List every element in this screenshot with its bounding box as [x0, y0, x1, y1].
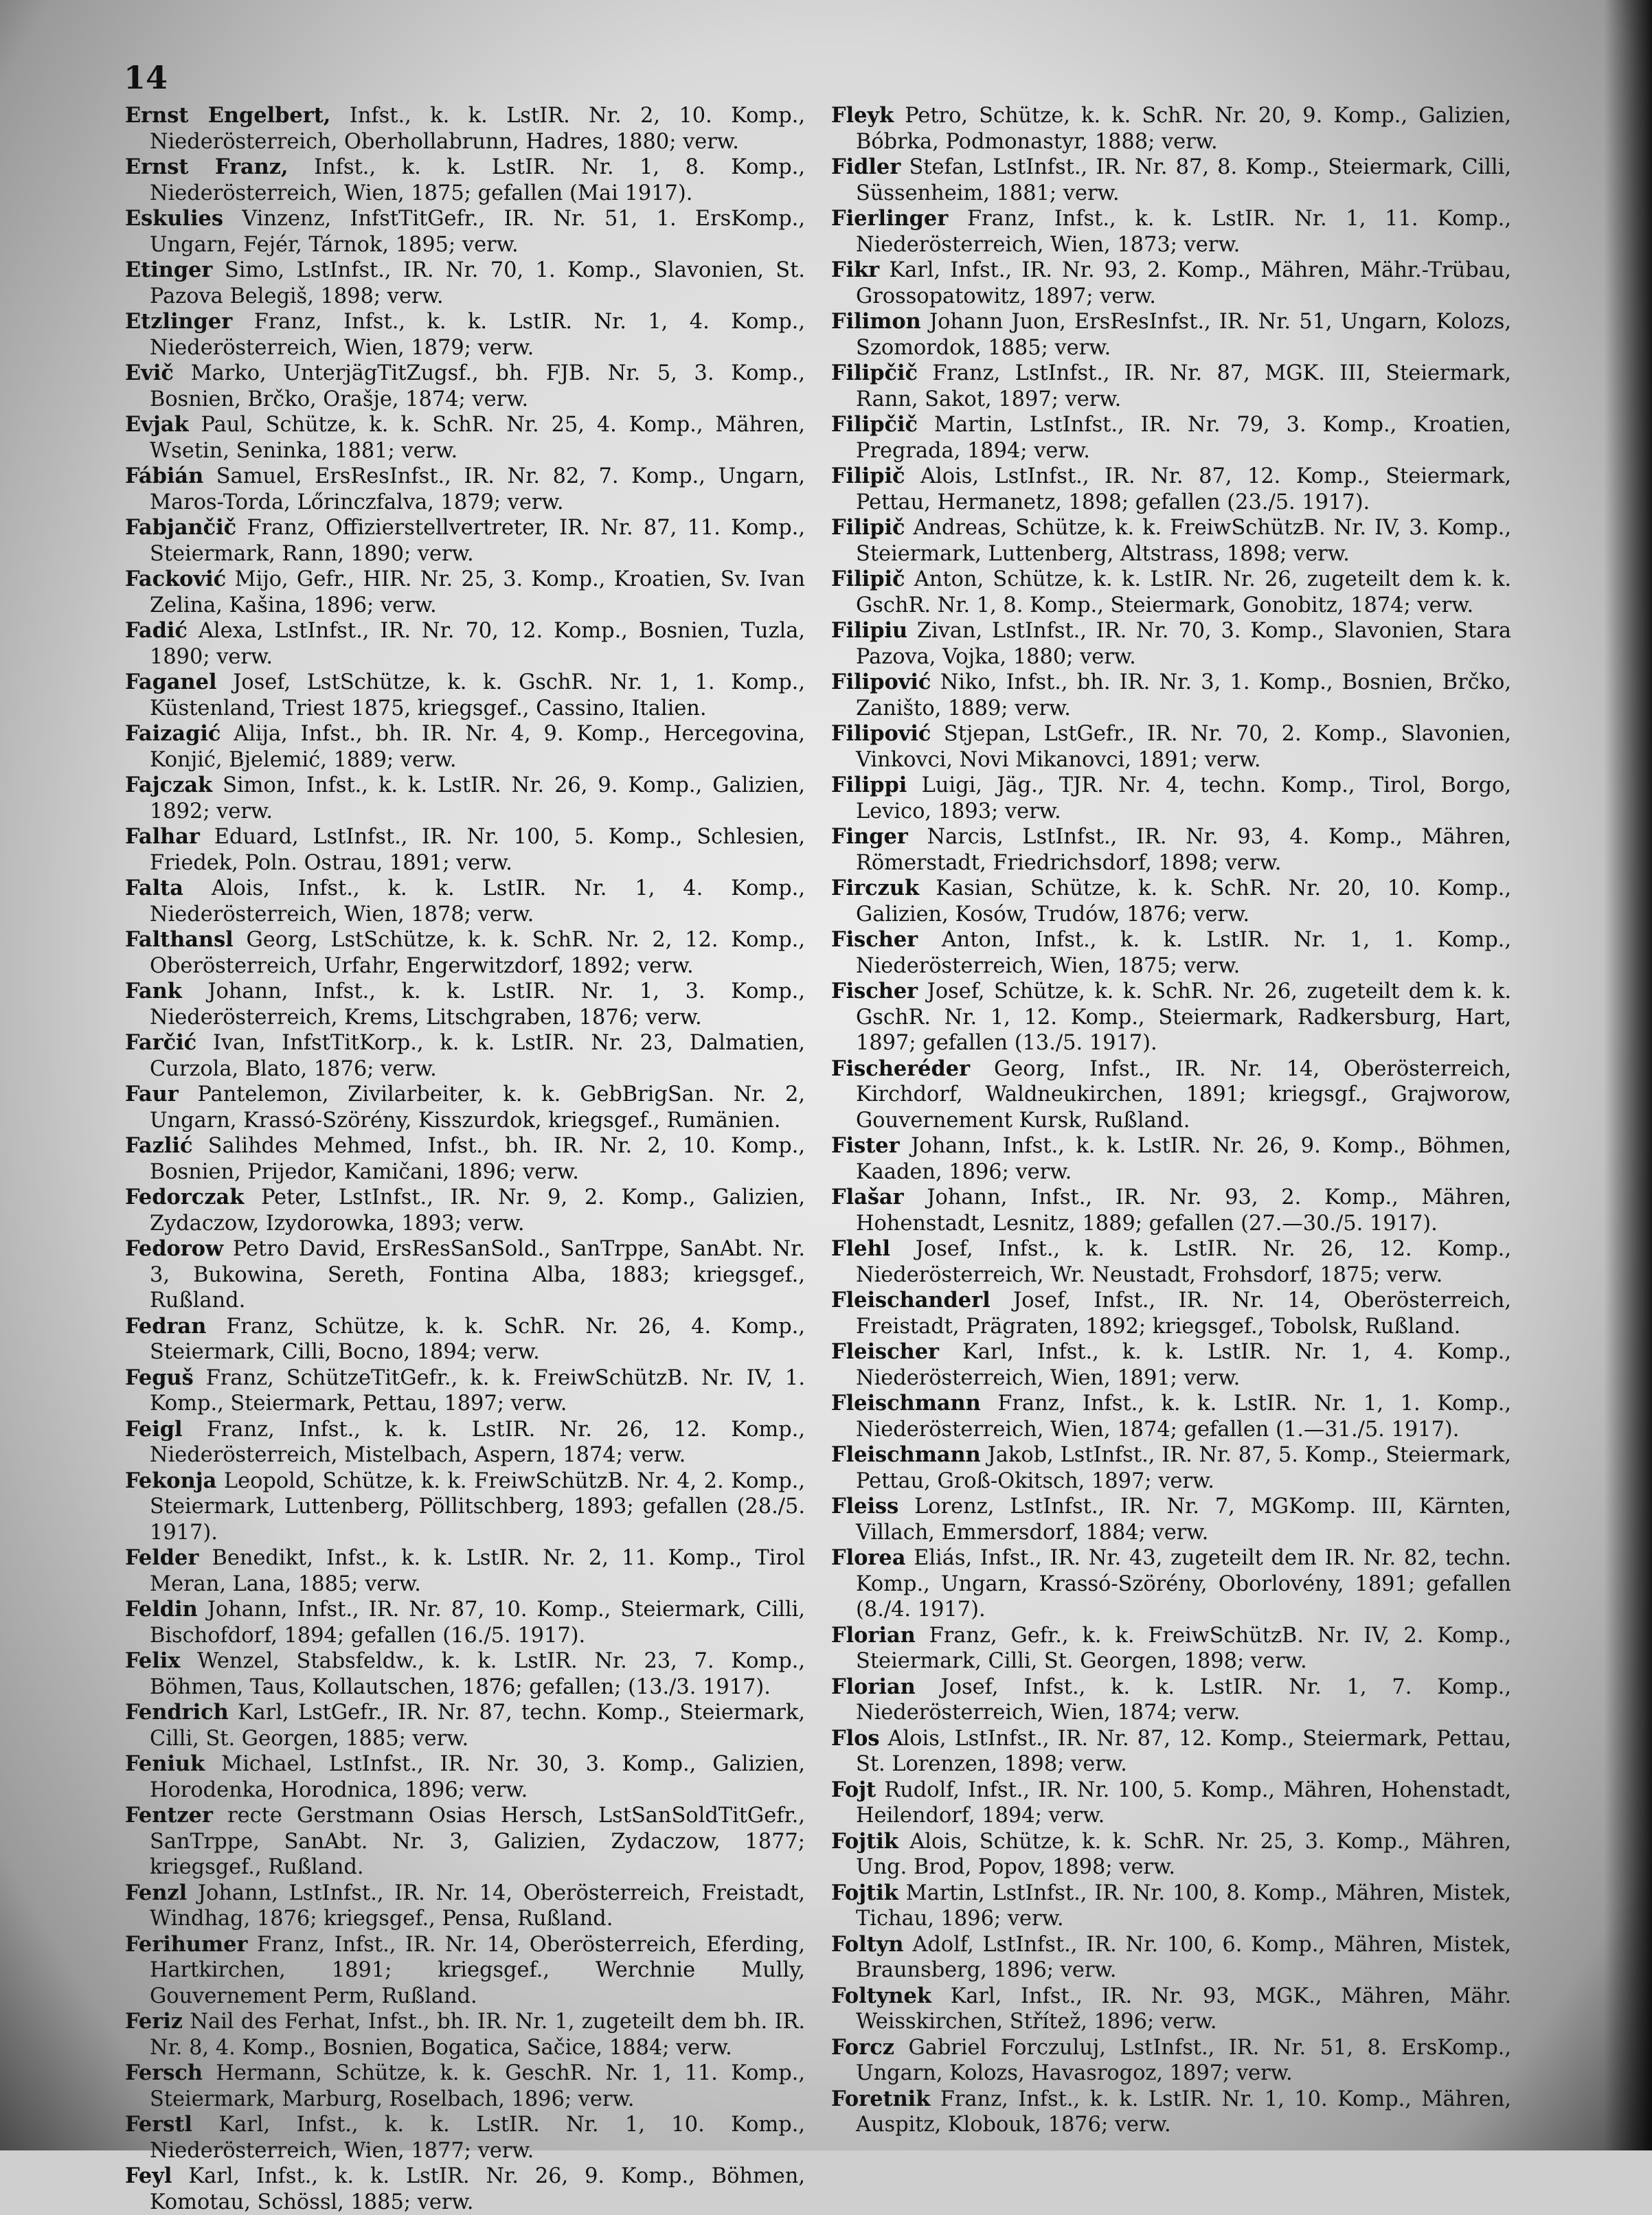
entry-details: Peter, LstInfst., IR. Nr. 9, 2. Komp., Galizien, Zydaczow, Izydorowka, 1893; verw. [150, 1185, 805, 1236]
register-entry [125, 773, 805, 824]
entry-surname: Filipič [831, 464, 905, 488]
register-entry [831, 515, 1511, 567]
entry-surname: Florea [831, 1545, 906, 1570]
entry-details: Michael, LstInfst., IR. Nr. 30, 3. Komp., Galizien, Horodenka, Horodnica, 1896; verw. [150, 1752, 805, 1802]
entry-details: Nail des Ferhat, Infst., bh. IR. Nr. 1, zugeteilt dem bh. IR. Nr. 8, 4. Komp., Bosnien, Bogatica, Sačice, 1884; verw. [150, 2010, 805, 2060]
entry-surname: Feriz [125, 2009, 183, 2034]
register-entry [831, 464, 1511, 515]
register-entry [831, 1777, 1511, 1829]
register-entry [125, 412, 805, 464]
entry-surname: Foltynek [831, 1983, 931, 2008]
entry-surname: Fojtik [831, 1828, 898, 1854]
entry-details: Franz, Infst., k. k. LstIR. Nr. 26, 12. Komp., Niederösterreich, Mistelbach, Aspern, 1874; verw. [150, 1417, 805, 1467]
entry-details: Zivan, LstInfst., IR. Nr. 70, 3. Komp., Slavonien, Stara Pazova, Vojka, 1880; verw. [856, 619, 1511, 669]
entry-details: Samuel, ErsResInfst., IR. Nr. 82, 7. Komp., Ungarn, Maros-Torda, Lőrinczfalva, 1879; verw. [150, 464, 805, 514]
entry-surname: Ferihumer [125, 1931, 248, 1957]
entry-surname: Filipčič [831, 412, 918, 437]
register-entry [125, 1597, 805, 1648]
entry-surname: Filipiu [831, 618, 908, 643]
entry-surname: Fleiss [831, 1494, 899, 1519]
entry-details: Josef, Infst., k. k. LstIR. Nr. 1, 7. Komp., Niederösterreich, Wien, 1874; verw. [856, 1674, 1511, 1725]
entry-surname: Florian [831, 1622, 916, 1648]
entry-surname: Fleischer [831, 1339, 940, 1364]
entry-surname: Finger [831, 824, 908, 849]
register-entry [125, 361, 805, 412]
right-column [831, 103, 1511, 2138]
entry-details: Eduard, LstInfst., IR. Nr. 100, 5. Komp., Schlesien, Friedek, Poln. Ostrau, 1891; verw. [150, 825, 805, 875]
entry-details: Ivan, InfstTitKorp., k. k. LstIR. Nr. 23, Dalmatien, Curzola, Blato, 1876; verw. [150, 1031, 805, 1081]
register-entry [831, 412, 1511, 464]
entry-details: Anton, Infst., k. k. LstIR. Nr. 1, 1. Komp., Niederösterreich, Wien, 1875; verw. [856, 928, 1511, 978]
entry-details: Georg, Infst., IR. Nr. 14, Oberösterreich, Kirchdorf, Waldneukirchen, 1891; kriegsgf., Grajworow, Gouvernement Kursk, Rußland. [856, 1056, 1511, 1133]
register-entry [125, 824, 805, 876]
entry-surname: Fikr [831, 258, 880, 282]
register-entry [831, 1185, 1511, 1236]
register-entry [831, 876, 1511, 927]
register-entry [125, 2060, 805, 2112]
entry-surname: Faizagić [125, 721, 221, 746]
entry-surname: Fekonja [125, 1468, 217, 1493]
register-entry [831, 1932, 1511, 1984]
register-entry [831, 1056, 1511, 1134]
entry-details: Franz, SchützeTitGefr., k. k. FreiwSchützB. Nr. IV, 1. Komp., Steiermark, Pettau, 1897; verw. [150, 1365, 805, 1416]
entry-details: Karl, Infst., k. k. LstIR. Nr. 1, 10. Komp., Niederösterreich, Wien, 1877; verw. [150, 2113, 805, 2163]
entry-details: Alija, Infst., bh. IR. Nr. 4, 9. Komp., Hercegovina, Konjić, Bjelemić, 1889; verw. [150, 722, 805, 772]
entry-details: Martin, LstInfst., IR. Nr. 79, 3. Komp., Kroatien, Pregrada, 1894; verw. [856, 413, 1511, 463]
entry-surname: Falta [125, 876, 183, 900]
entry-details: Andreas, Schütze, k. k. FreiwSchützB. Nr. IV, 3. Komp., Steiermark, Luttenberg, Altstrass, 1898; verw. [856, 516, 1511, 566]
entry-surname: Fischer [831, 927, 918, 952]
entry-surname: Filipović [831, 721, 931, 746]
register-entry [831, 721, 1511, 773]
register-entry [125, 2112, 805, 2163]
entry-surname: Foretnik [831, 2086, 931, 2111]
entry-surname: Faganel [125, 670, 217, 694]
register-entry [831, 1391, 1511, 1442]
entry-surname: Feniuk [125, 1751, 205, 1776]
entry-surname: Felder [125, 1545, 199, 1570]
register-entry [125, 1545, 805, 1597]
register-entry [125, 1133, 805, 1185]
register-entry [125, 103, 805, 155]
entry-details: Petro David, ErsResSanSold., SanTrppe, SanAbt. Nr. 3, Bukowina, Sereth, Fontina Alba, 1883; kriegsgef., Rußland. [150, 1237, 805, 1313]
entry-surname: Fierlinger [831, 206, 949, 231]
register-entry [831, 2087, 1511, 2138]
entry-details: Anton, Schütze, k. k. LstIR. Nr. 26, zugeteilt dem k. k. GschR. Nr. 1, 8. Komp., Steiermark, Gonobitz, 1874; verw. [856, 567, 1511, 617]
entry-details: Martin, LstInfst., IR. Nr. 100, 8. Komp., Mähren, Mistek, Tichau, 1896; verw. [856, 1881, 1511, 1931]
entry-details: Johann, Infst., IR. Nr. 87, 10. Komp., Steiermark, Cilli, Bischofdorf, 1894; gefallen (16./5. 1917). [150, 1598, 805, 1648]
entry-details: Eliás, Infst., IR. Nr. 43, zugeteilt dem IR. Nr. 82, techn. Komp., Ungarn, Krassó-Szörény, Oborlovény, 1891; gefallen (8./4. 1917). [856, 1546, 1511, 1622]
entry-surname: Fleischanderl [831, 1288, 991, 1313]
entry-details: Narcis, LstInfst., IR. Nr. 93, 4. Komp., Mähren, Römerstadt, Friedrichsdorf, 1898; verw. [856, 825, 1511, 875]
entry-surname: Florian [831, 1674, 916, 1699]
register-entry [125, 979, 805, 1030]
entry-surname: Feyl [125, 2163, 172, 2188]
register-entry [125, 309, 805, 361]
entry-surname: Filipčič [831, 361, 918, 385]
entry-surname: Filippi [831, 773, 907, 797]
entry-surname: Fedran [125, 1313, 207, 1339]
entry-surname: Fajczak [125, 773, 213, 797]
register-entry [831, 361, 1511, 412]
entry-surname: Etinger [125, 258, 213, 282]
entry-details: Kasian, Schütze, k. k. SchR. Nr. 20, 10. Komp., Galizien, Kosów, Trudów, 1876; verw. [856, 876, 1511, 927]
entry-details: Georg, LstSchütze, k. k. SchR. Nr. 2, 12. Komp., Oberösterreich, Urfahr, Engerwitzdorf, 1892; verw. [150, 928, 805, 978]
page-edge-shadow [1604, 0, 1652, 2150]
register-entry [831, 1339, 1511, 1391]
entry-details: Josef, Schütze, k. k. SchR. Nr. 26, zugeteilt dem k. k. GschR. Nr. 1, 12. Komp., Steiermark, Radkersburg, Hart, 1897; gefallen (13./5. 1917). [856, 979, 1511, 1055]
entry-details: Franz, Offizierstellvertreter, IR. Nr. 87, 11. Komp., Steiermark, Rann, 1890; verw. [150, 516, 805, 566]
entry-surname: Fojt [831, 1777, 876, 1802]
register-entry [831, 155, 1511, 206]
entry-details: Rudolf, Infst., IR. Nr. 100, 5. Komp., Mähren, Hohenstadt, Heilendorf, 1894; verw. [856, 1777, 1511, 1828]
register-entry [125, 1365, 805, 1417]
register-entry [125, 1468, 805, 1546]
entry-details: Josef, Infst., IR. Nr. 14, Oberösterreich, Freistadt, Prägraten, 1892; kriegsgef., Tobolsk, Rußland. [856, 1288, 1511, 1339]
entry-surname: Firczuk [831, 876, 920, 900]
register-entry [831, 1133, 1511, 1185]
entry-details: Johann Juon, ErsResInfst., IR. Nr. 51, Ungarn, Kolozs, Szomordok, 1885; verw. [856, 310, 1511, 360]
entry-details: Franz, Infst., k. k. LstIR. Nr. 1, 1. Komp., Niederösterreich, Wien, 1874; gefallen (1.—31./5. 1917). [856, 1392, 1511, 1442]
entry-details: Mijo, Gefr., HIR. Nr. 25, 3. Komp., Kroatien, Sv. Ivan Zelina, Kašina, 1896; verw. [150, 567, 805, 617]
entry-details: Franz, Infst., k. k. LstIR. Nr. 1, 10. Komp., Mähren, Auspitz, Klobouk, 1876; verw. [856, 2087, 1511, 2137]
entry-details: Jakob, LstInfst., IR. Nr. 87, 5. Komp., Steiermark, Pettau, Groß-Okitsch, 1897; verw. [856, 1443, 1511, 1493]
entry-surname: Fank [125, 979, 182, 1003]
entry-details: Paul, Schütze, k. k. SchR. Nr. 25, 4. Komp., Mähren, Wsetin, Seninka, 1881; verw. [150, 413, 805, 463]
entry-details: Karl, Infst., k. k. LstIR. Nr. 26, 9. Komp., Böhmen, Komotau, Schössl, 1885; verw. [150, 2164, 805, 2214]
entry-surname: Ernst Engelbert, [125, 103, 331, 128]
entry-surname: Fedorow [125, 1236, 224, 1261]
entry-details: Salihdes Mehmed, Infst., bh. IR. Nr. 2, 10. Komp., Bosnien, Prijedor, Kamičani, 1896; verw. [150, 1134, 805, 1184]
register-entry [125, 1932, 805, 2010]
register-entry [125, 1082, 805, 1133]
entry-surname: Fischeréder [831, 1056, 971, 1081]
register-entry [125, 670, 805, 721]
register-entry [831, 567, 1511, 618]
entry-details: Lorenz, LstInfst., IR. Nr. 7, MGKomp. III, Kärnten, Villach, Emmersdorf, 1884; verw. [856, 1495, 1511, 1545]
register-entry [125, 1236, 805, 1314]
entry-surname: Flašar [831, 1185, 904, 1209]
entry-details: Johann, Infst., k. k. LstIR. Nr. 26, 9. Komp., Böhmen, Kaaden, 1896; verw. [856, 1134, 1511, 1184]
entry-surname: Fabjančič [125, 515, 237, 540]
entry-surname: Fischer [831, 979, 918, 1003]
register-entry [831, 670, 1511, 721]
entry-surname: Feguš [125, 1365, 194, 1390]
register-entry [125, 567, 805, 618]
entry-details: Hermann, Schütze, k. k. GeschR. Nr. 1, 11. Komp., Steiermark, Marburg, Roselbach, 1896; verw. [150, 2061, 805, 2111]
entry-surname: Evič [125, 361, 174, 385]
register-entry [831, 1442, 1511, 1494]
register-entry [831, 1984, 1511, 2035]
register-entry [125, 155, 805, 206]
entry-details: Franz, Infst., k. k. LstIR. Nr. 1, 4. Komp., Niederösterreich, Wien, 1879; verw. [150, 310, 805, 360]
register-entry [125, 1751, 805, 1803]
register-entry [831, 1494, 1511, 1545]
entry-details: Niko, Infst., bh. IR. Nr. 3, 1. Komp., Bosnien, Brčko, Zaništo, 1889; verw. [856, 670, 1511, 720]
entry-details: Josef, LstSchütze, k. k. GschR. Nr. 1, 1. Komp., Küstenland, Triest 1875, kriegsgef., Cassino, Italien. [150, 670, 805, 720]
register-entry [831, 309, 1511, 361]
register-entry [831, 206, 1511, 258]
entry-details: Simon, Infst., k. k. LstIR. Nr. 26, 9. Komp., Galizien, 1892; verw. [150, 773, 805, 823]
entry-details: Vinzenz, InfstTitGefr., IR. Nr. 51, 1. ErsKomp., Ungarn, Fejér, Tárnok, 1895; verw. [150, 207, 805, 257]
entry-surname: Filipović [831, 670, 931, 694]
entry-details: Karl, Infst., k. k. LstIR. Nr. 1, 4. Komp., Niederösterreich, Wien, 1891; verw. [856, 1340, 1511, 1390]
entry-surname: Fedorczak [125, 1185, 245, 1209]
entry-details: Infst., k. k. LstIR. Nr. 2, 10. Komp., Niederösterreich, Oberhollabrunn, Hadres, 1880; verw. [150, 104, 805, 154]
entry-surname: Flos [831, 1725, 880, 1751]
entry-surname: Fadić [125, 618, 188, 643]
entry-details: Alois, Schütze, k. k. SchR. Nr. 25, 3. Komp., Mähren, Ung. Brod, Popov, 1898; verw. [856, 1829, 1511, 1879]
entry-details: Johann, Infst., IR. Nr. 93, 2. Komp., Mähren, Hohenstadt, Lesnitz, 1889; gefallen (27.—30./5. 1917). [856, 1185, 1511, 1236]
entry-surname: Farčić [125, 1030, 197, 1055]
entry-details: Karl, Infst., IR. Nr. 93, MGK., Mähren, Mähr. Weisskirchen, Střítež, 1896; verw. [856, 1984, 1511, 2034]
register-entry [125, 721, 805, 773]
entry-surname: Fenzl [125, 1880, 188, 1905]
register-entry [125, 1417, 805, 1468]
entry-details: Alois, LstInfst., IR. Nr. 87, 12. Komp., Steiermark, Pettau, Hermanetz, 1898; gefallen (23./5. 1917). [856, 464, 1511, 514]
entry-details: Johann, LstInfst., IR. Nr. 14, Oberösterreich, Freistadt, Windhag, 1876; kriegsgef., Pensa, Rußland. [150, 1881, 805, 1931]
entry-surname: Facković [125, 567, 227, 591]
register-entry [125, 258, 805, 309]
entry-surname: Feldin [125, 1597, 198, 1622]
entry-surname: Forcz [831, 2034, 894, 2060]
entry-details: Stefan, LstInfst., IR. Nr. 87, 8. Komp., Steiermark, Cilli, Süssenheim, 1881; verw. [856, 155, 1511, 205]
entry-details: Infst., k. k. LstIR. Nr. 1, 8. Komp., Niederösterreich, Wien, 1875; gefallen (Mai 1917). [150, 155, 805, 205]
register-entry [831, 1288, 1511, 1339]
register-entry [831, 1726, 1511, 1777]
entry-surname: Falhar [125, 824, 200, 849]
register-entry [125, 1700, 805, 1751]
entry-surname: Fleischmann [831, 1391, 981, 1416]
register-entry [125, 2163, 805, 2215]
register-entry [831, 1236, 1511, 1288]
register-entry [831, 2035, 1511, 2087]
register-entry [125, 2009, 805, 2060]
entry-surname: Ernst Franz, [125, 155, 288, 179]
register-entry [125, 876, 805, 927]
entry-details: Franz, LstInfst., IR. Nr. 87, MGK. III, Steiermark, Rann, Sakot, 1897; verw. [856, 361, 1511, 411]
entry-details: Luigi, Jäg., TJR. Nr. 4, techn. Komp., Tirol, Borgo, Levico, 1893; verw. [856, 773, 1511, 823]
entry-surname: Fersch [125, 2060, 203, 2085]
register-entry [125, 1314, 805, 1365]
entry-surname: Filimon [831, 309, 921, 334]
entry-details: Alexa, LstInfst., IR. Nr. 70, 12. Komp., Bosnien, Tuzla, 1890; verw. [150, 619, 805, 669]
entry-surname: Evjak [125, 412, 189, 437]
entry-surname: Foltyn [831, 1931, 904, 1957]
entry-surname: Falthansl [125, 927, 234, 952]
entry-details: Franz, Schütze, k. k. SchR. Nr. 26, 4. Komp., Steiermark, Cilli, Bocno, 1894; verw. [150, 1314, 805, 1364]
entry-details: Franz, Infst., k. k. LstIR. Nr. 1, 11. Komp., Niederösterreich, Wien, 1873; verw. [856, 207, 1511, 257]
register-entry [125, 1803, 805, 1881]
register-entry [831, 1545, 1511, 1623]
entry-surname: Fleyk [831, 103, 894, 128]
entry-surname: Fidler [831, 155, 901, 179]
register-entry [125, 927, 805, 979]
entry-details: Alois, LstInfst., IR. Nr. 87, 12. Komp., Steiermark, Pettau, St. Lorenzen, 1898; verw. [856, 1726, 1511, 1776]
register-entry [831, 979, 1511, 1056]
entry-surname: Felix [125, 1648, 181, 1673]
entry-details: Johann, Infst., k. k. LstIR. Nr. 1, 3. Komp., Niederösterreich, Krems, Litschgraben, 1876; verw. [150, 979, 805, 1030]
register-entry [125, 515, 805, 567]
entry-surname: Fister [831, 1133, 900, 1158]
entry-surname: Fendrich [125, 1700, 229, 1725]
register-entry [125, 1030, 805, 1082]
register-entry [831, 927, 1511, 979]
register-entry [831, 618, 1511, 670]
entry-surname: Faur [125, 1082, 179, 1106]
entry-details: Simo, LstInfst., IR. Nr. 70, 1. Komp., Slavonien, St. Pazova Belegiš, 1898; verw. [150, 258, 805, 308]
register-entry [831, 1881, 1511, 1932]
entry-details: Karl, LstGefr., IR. Nr. 87, techn. Komp., Steiermark, Cilli, St. Georgen, 1885; verw. [150, 1701, 805, 1751]
entry-surname: Eskulies [125, 206, 223, 231]
entry-details: Karl, Infst., IR. Nr. 93, 2. Komp., Mähren, Mähr.-Trübau, Grossopatowitz, 1897; verw. [856, 258, 1511, 308]
entry-details: Leopold, Schütze, k. k. FreiwSchützB. Nr. 4, 2. Komp., Steiermark, Luttenberg, Pöllitschberg, 1893; gefallen (28./5. 1917). [150, 1468, 805, 1545]
register-entry [831, 1674, 1511, 1726]
entry-surname: Fleischmann [831, 1442, 981, 1467]
entry-surname: Filipič [831, 515, 905, 540]
page-number: 14 [124, 59, 168, 96]
register-entry [125, 1185, 805, 1236]
entry-surname: Flehl [831, 1236, 891, 1261]
entry-surname: Filipič [831, 567, 905, 591]
entry-details: Franz, Gefr., k. k. FreiwSchützB. Nr. IV, 2. Komp., Steiermark, Cilli, St. Georgen, 1898; verw. [856, 1623, 1511, 1673]
entry-details: recte Gerstmann Osias Hersch, LstSanSoldTitGefr., SanTrppe, SanAbt. Nr. 3, Galizien, Zydaczow, 1877; kriegsgef., Rußland. [150, 1804, 805, 1879]
entry-surname: Fentzer [125, 1803, 213, 1828]
entry-surname: Ferstl [125, 2112, 192, 2137]
entry-surname: Fábián [125, 464, 204, 488]
entry-surname: Fojtik [831, 1880, 898, 1905]
entry-details: Pantelemon, Zivilarbeiter, k. k. GebBrigSan. Nr. 2, Ungarn, Krassó-Szörény, Kisszurdok, kriegsgef., Rumänien. [150, 1082, 805, 1133]
register-entry [125, 1648, 805, 1700]
register-entry [831, 258, 1511, 309]
register-entry [125, 1881, 805, 1932]
register-entry [831, 773, 1511, 824]
register-entry [831, 103, 1511, 155]
entry-details: Wenzel, Stabsfeldw., k. k. LstIR. Nr. 23, 7. Komp., Böhmen, Taus, Kollautschen, 1876; gefallen; (13./3. 1917). [150, 1649, 805, 1699]
entry-details: Petro, Schütze, k. k. SchR. Nr. 20, 9. Komp., Galizien, Bóbrka, Podmonastyr, 1888; verw. [856, 104, 1511, 154]
entry-details: Alois, Infst., k. k. LstIR. Nr. 1, 4. Komp., Niederösterreich, Wien, 1878; verw. [150, 876, 805, 927]
entry-details: Stjepan, LstGefr., IR. Nr. 70, 2. Komp., Slavonien, Vinkovci, Novi Mikanovci, 1891; verw. [856, 722, 1511, 772]
register-entry [831, 1829, 1511, 1881]
register-entry [831, 1623, 1511, 1674]
entry-details: Franz, Infst., IR. Nr. 14, Oberösterreich, Eferding, Hartkirchen, 1891; kriegsgef., Werchnie Mully, Gouvernement Perm, Rußland. [150, 1932, 805, 2008]
entry-surname: Etzlinger [125, 309, 233, 334]
entry-details: Gabriel Forczuluj, LstInfst., IR. Nr. 51, 8. ErsKomp., Ungarn, Kolozs, Havasrogoz, 1897; verw. [856, 2035, 1511, 2085]
register-entry [831, 824, 1511, 876]
entry-surname: Fazlić [125, 1133, 193, 1158]
entry-details: Adolf, LstInfst., IR. Nr. 100, 6. Komp., Mähren, Mistek, Braunsberg, 1896; verw. [856, 1932, 1511, 1982]
entry-details: Benedikt, Infst., k. k. LstIR. Nr. 2, 11. Komp., Tirol Meran, Lana, 1885; verw. [150, 1546, 805, 1596]
register-entry [125, 464, 805, 515]
entry-details: Josef, Infst., k. k. LstIR. Nr. 26, 12. Komp., Niederösterreich, Wr. Neustadt, Frohsdorf, 1875; verw. [856, 1237, 1511, 1287]
entry-surname: Feigl [125, 1416, 183, 1442]
left-column [125, 103, 805, 2215]
entry-details: Marko, UnterjägTitZugsf., bh. FJB. Nr. 5, 3. Komp., Bosnien, Brčko, Orašje, 1874; verw. [150, 361, 805, 411]
register-entry [125, 206, 805, 258]
register-entry [125, 618, 805, 670]
